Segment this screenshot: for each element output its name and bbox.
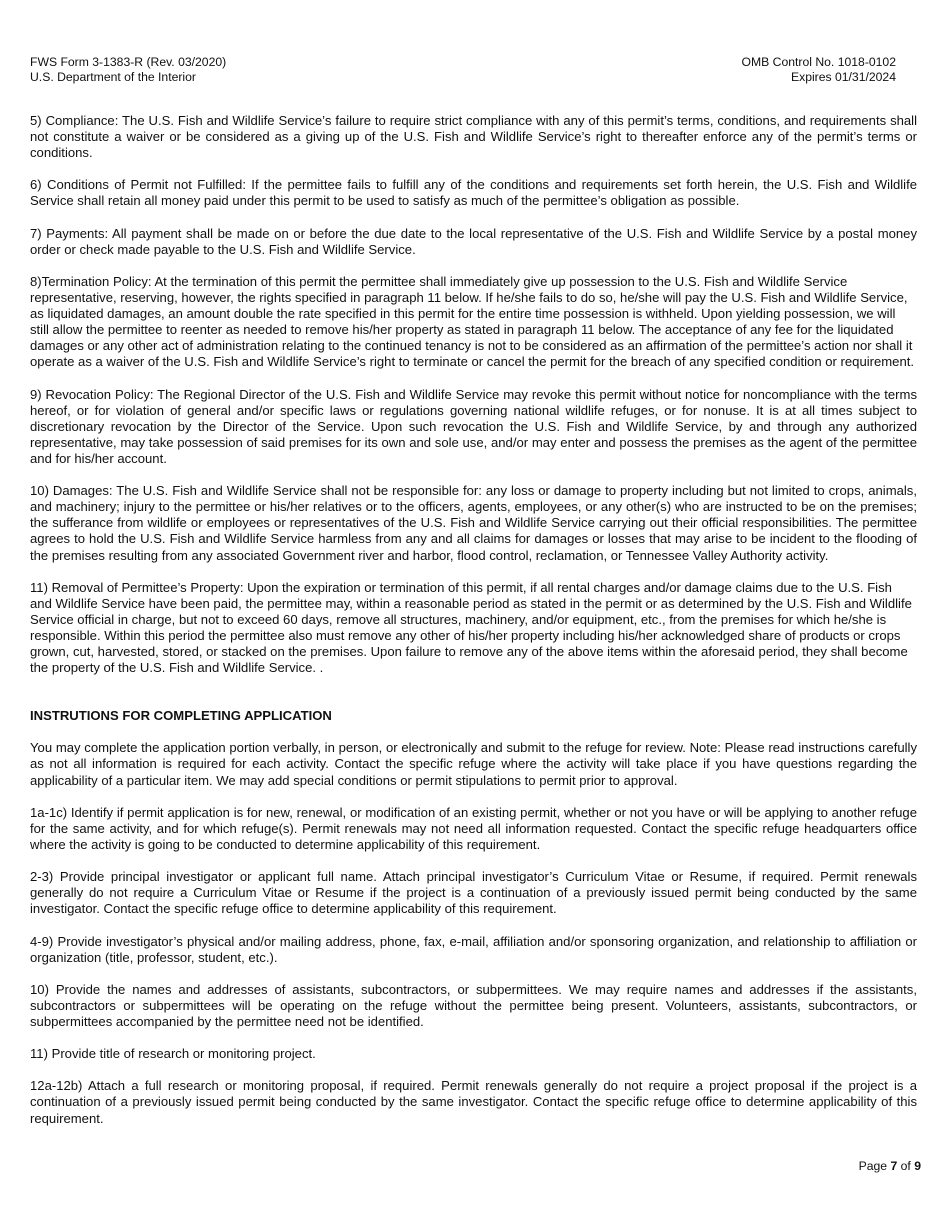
instructions-title: INSTRUTIONS FOR COMPLETING APPLICATION [30,708,332,724]
instruction-intro: You may complete the application portion verbally, in person, or electronically and submit to the refuge for review. Note: Please read instructions carefully as not all information is required for each activity. Contact the specific refuge where the activity will take place if you have questions regarding the applicability of a particular item. We may add special conditions or permit stipulations to permit prior to approval. [30,740,917,788]
paragraph-damages: 10) Damages: The U.S. Fish and Wildlife Service shall not be responsible for: any loss or damage to property including but not limited to crops, animals, and machinery; injury to the permittee or his/her relatives or to the officers, agents, employees, or any other(s) who are instructed to be on the premises; the sufferance from wildlife or employees or representatives of the U.S. Fish and Wildlife Service carrying out their official responsibilities. The permittee agrees to hold the U.S. Fish and Wildlife Service harmless from any and all claims for damages or losses that may arise to be incident to the flooding of the premises resulting from any associated Government river and harbor, flood control, reclamation, or Tennessee Valley Authority activity. [30,483,917,563]
page-number [859,1159,921,1173]
paragraph-revocation-policy: 9) Revocation Policy: The Regional Director of the U.S. Fish and Wildlife Service may revoke this permit without notice for noncompliance with the terms hereof, or for violation of general and/or specific laws or regulations governing national wildlife refuges, or for nonuse. It is at all times subject to discretionary revocation by the Director of the Service. Upon such revocation the U.S. Fish and Wildlife Service, by and through any authorized representative, may take possession of said premises for its own and sole use, and/or may enter and possess the premises as the agent of the permittee and for his/her account. [30,386,917,466]
department: U.S. Department of the Interior [30,70,196,84]
instruction-2-3: 2-3) Provide principal investigator or applicant full name. Attach principal investigator’s Curriculum Vitae or Resume, if required. Permit renewals generally do not require a Curriculum Vitae or Resume if the project is a continuation of a previously issued permit being conducted by the same investigator. Contact the specific refuge office to determine applicability of this requirement. [30,869,917,917]
instruction-10: 10) Provide the names and addresses of assistants, subcontractors, or subpermittees. We may require names and addresses if the assistants, subcontractors or subpermittees will be operating on the refuge without the permittee being present. Volunteers, assistants, subcontractors, or subpermittees accompanied by the permittee need not be identified. [30,981,917,1029]
expiration-date: Expires 01/31/2024 [790,70,896,84]
paragraph-compliance: 5) Compliance: The U.S. Fish and Wildlife Service’s failure to require strict compliance with any of this permit’s terms, conditions, and requirements shall not constitute a waiver or be considered as a giving up of the U.S. Fish and Wildlife Service’s right to thereafter enforce any of the permit’s terms or conditions. [30,113,917,161]
paragraph-removal-of-property: 11) Removal of Permittee’s Property: Upon the expiration or termination of this permit, if all rental charges and/or damage claims due to the U.S. Fish and Wildlife Service have been paid, the permittee may, within a reasonable period as stated in the permit or as determined by the U.S. Fish and Wildlife Service official in charge, but not to exceed 60 days, remove all structures, machinery, and/or equipment, etc., from the premises for which he/she is responsible. Within this period the permittee also must remove any other of his/her property including his/her acknowledged share of products or crops grown, cut, harvested, stored, or stacked on the premises. Upon failure to remove any of the above items within the aforesaid period, they shall become the property of the U.S. Fish and Wildlife Service. . [30,579,912,676]
page-current: 7 [890,1159,898,1173]
form-id: FWS Form 3-1383-R (Rev. 03/2020) [30,55,227,69]
page-header [30,55,896,85]
header-left [30,55,226,85]
page-of: of [900,1159,911,1173]
omb-control-number: OMB Control No. 1018-0102 [741,55,896,69]
paragraph-conditions-not-fulfilled: 6) Conditions of Permit not Fulfilled: If the permittee fails to fulfill any of the conditions and requirements set forth herein, the U.S. Fish and Wildlife Service shall retain all money paid under this permit to be used to satisfy as much of the permittee’s obligation as possible. [30,177,917,209]
instruction-1a-1c: 1a-1c) Identify if permit application is for new, renewal, or modification of an existing permit, whether or not you have or will be applying to another refuge for the same activity, and for which refuge(s). Permit renewals may not need all information requested. Contact the specific refuge headquarters office where the activity is going to be conducted to determine applicability of this requirement. [30,804,917,852]
paragraph-payments: 7) Payments: All payment shall be made on or before the due date to the local representative of the U.S. Fish and Wildlife Service by a postal money order or check made payable to the U.S. Fish and Wildlife Service. [30,225,917,257]
paragraph-termination-policy: 8)Termination Policy: At the termination of this permit the permittee shall immediately give up possession to the U.S. Fish and Wildlife Service representative, reserving, however, the rights specified in paragraph 11 below. If he/she fails to do so, he/she will pay the U.S. Fish and Wildlife Service, as liquidated damages, an amount double the rate specified in this permit for the entire time possession is withheld. Upon yielding possession, we will still allow the permittee to reenter as needed to remove his/her property as stated in paragraph 11 below. The acceptance of any fee for the liquidated damages or any other act of administration relating to the continued tenancy is not to be considered as an affirmation of the permittee’s action nor shall it operate as a waiver of the U.S. Fish and Wildlife Service’s right to terminate or cancel the permit for the breach of any specified condition or requirement. [30,273,915,370]
document-body [30,113,917,1143]
page-label: Page [858,1159,888,1173]
page-total: 9 [914,1159,921,1173]
instruction-4-9: 4-9) Provide investigator’s physical and/or mailing address, phone, fax, e-mail, affiliation and/or sponsoring organization, and relationship to affiliation or organization (title, professor, student, etc.). [30,933,917,965]
instruction-11: 11) Provide title of research or monitoring project. [30,1046,316,1062]
instruction-12a-12b: 12a-12b) Attach a full research or monitoring proposal, if required. Permit renewals generally do not require a project proposal if the project is a continuation of a previously issued permit being conducted by the same investigator. Contact the specific refuge office to determine applicability of this requirement. [30,1078,917,1126]
header-right [742,55,896,85]
